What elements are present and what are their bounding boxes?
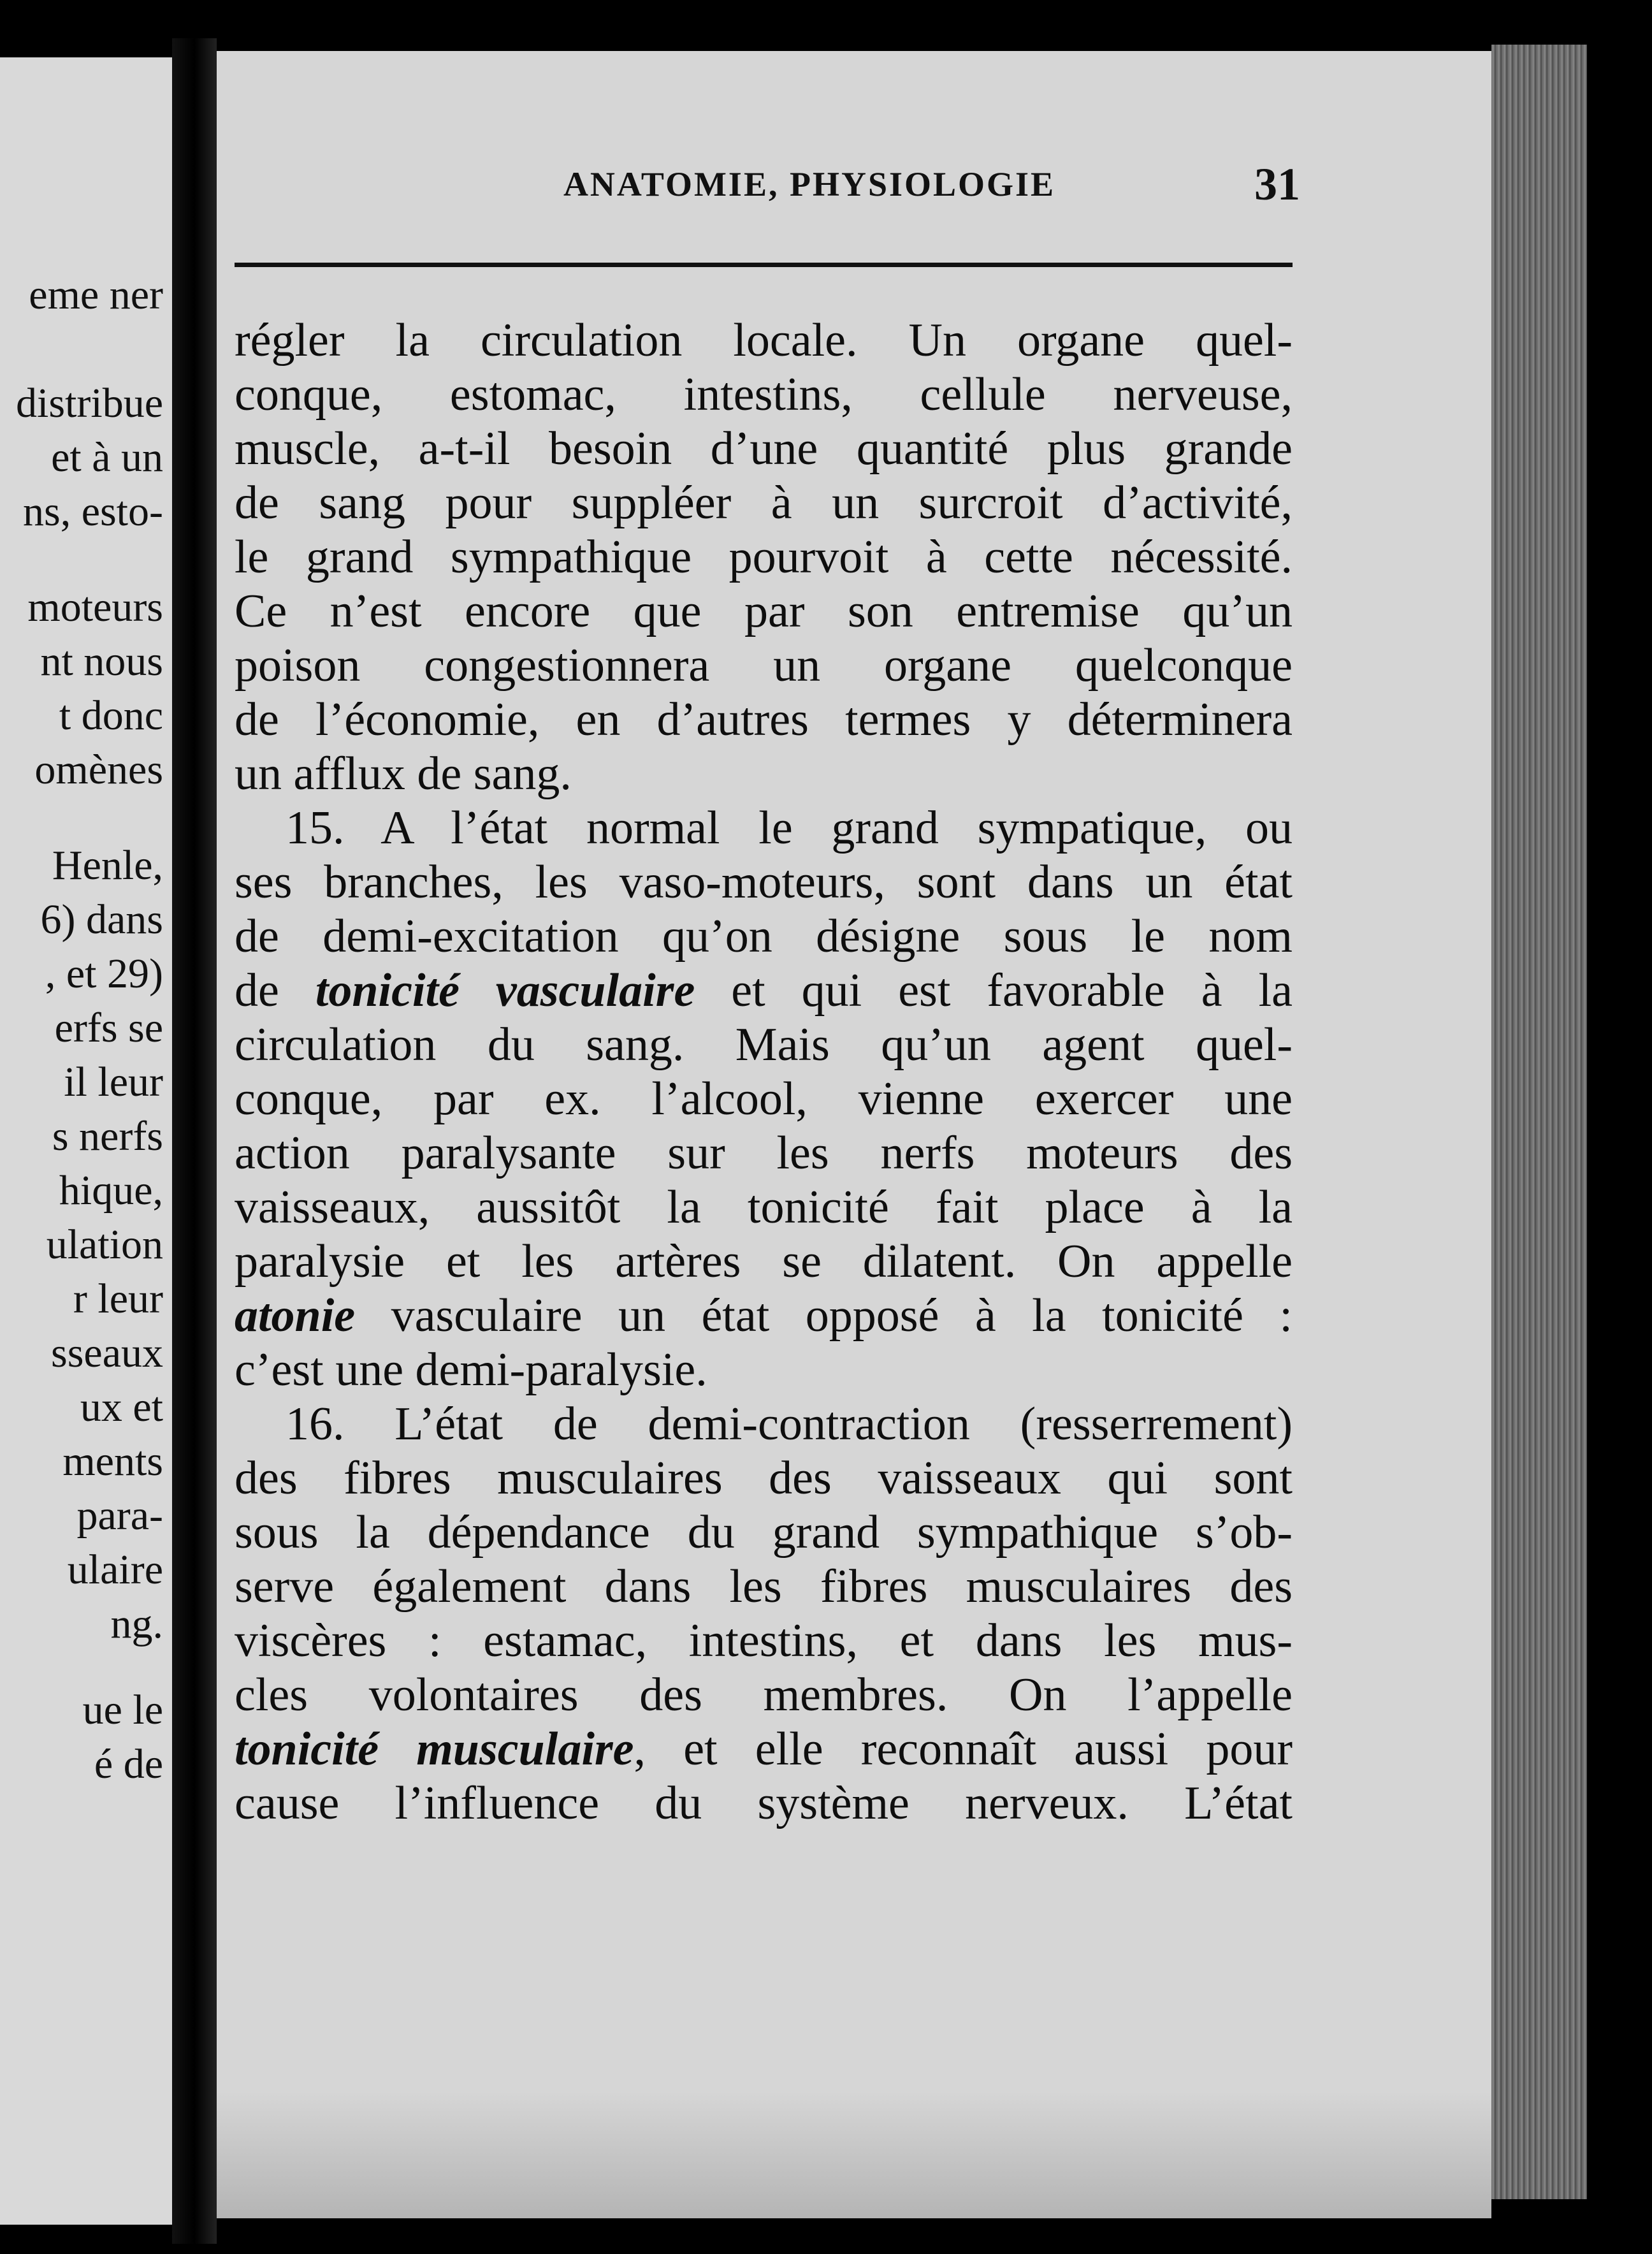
facing-page-line: erfs se <box>54 1005 163 1051</box>
facing-page-line: hique, <box>59 1167 163 1214</box>
text-line: paralysie et les artères se dilatent. On appelle <box>235 1235 1293 1288</box>
facing-page-line: ux et <box>80 1384 163 1430</box>
facing-page-line: eme ner <box>29 272 163 318</box>
facing-page-line: t donc <box>59 692 163 739</box>
text-line: de l’économie, en d’autres termes y déterminera <box>235 694 1293 746</box>
text-line: cles volontaires des membres. On l’appelle <box>235 1669 1293 1721</box>
text-line: régler la circulation locale. Un organe quel- <box>235 314 1293 367</box>
page-number: 31 <box>1254 159 1300 210</box>
facing-page-line: sseaux <box>51 1330 163 1376</box>
text-line: vaisseaux, aussitôt la tonicité fait place à la <box>235 1181 1293 1233</box>
text-segment: et qui est favorable à la <box>695 964 1293 1017</box>
facing-page-line: distribue <box>16 380 163 426</box>
facing-page-line: et à un <box>51 434 163 481</box>
text-line <box>235 1722 1293 1777</box>
facing-page-line: ns, esto- <box>23 488 163 535</box>
facing-page-line: s nerfs <box>52 1113 163 1160</box>
scan-border <box>1587 0 1652 2254</box>
text-segment: vasculaire un état opposé à la tonicité : <box>355 1290 1293 1342</box>
text-line: sous la dépendance du grand sympathique s’ob- <box>235 1506 1293 1559</box>
text-line: des fibres musculaires des vaisseaux qui sont <box>235 1452 1293 1504</box>
text-line: viscères : estamac, intestins, et dans les mus- <box>235 1615 1293 1667</box>
text-line: serve également dans les fibres musculaires des <box>235 1560 1293 1613</box>
text-line: un afflux de sang. <box>235 748 572 800</box>
text-line: action paralysante sur les nerfs moteurs des <box>235 1127 1293 1179</box>
facing-page-line: ulation <box>46 1221 163 1268</box>
text-line <box>235 1289 1293 1343</box>
page-edges <box>1491 45 1587 2199</box>
facing-page-fragment <box>0 57 172 2225</box>
text-line: circulation du sang. Mais qu’un agent quel- <box>235 1019 1293 1071</box>
facing-page-line: ments <box>62 1438 163 1485</box>
text-segment: de <box>235 964 315 1017</box>
italic-term: tonicité musculaire <box>235 1723 634 1775</box>
text-line: 15. A l’état normal le grand sympatique, ou <box>286 802 1293 854</box>
facing-page-line: r leur <box>73 1276 163 1322</box>
facing-page-line: nt nous <box>40 638 163 685</box>
text-line: Ce n’est encore que par son entremise qu’un <box>235 585 1293 637</box>
facing-page-line: omènes <box>34 746 163 793</box>
text-line: conque, estomac, intestins, cellule nerveuse, <box>235 368 1293 421</box>
text-line: cause l’influence du système nerveux. L’état <box>235 1777 1293 1829</box>
body-text <box>235 314 1293 1831</box>
facing-page-line: ue le <box>82 1687 163 1733</box>
text-segment: , et elle reconnaît aussi pour <box>634 1723 1293 1775</box>
facing-page-line: il leur <box>64 1059 163 1105</box>
facing-page-line: ng. <box>110 1601 163 1647</box>
text-line: de sang pour suppléer à un surcroit d’activité, <box>235 477 1293 529</box>
facing-page-line: , et 29) <box>45 950 163 997</box>
text-line <box>235 964 1293 1018</box>
text-line: conque, par ex. l’alcool, vienne exercer une <box>235 1073 1293 1125</box>
text-line: ses branches, les vaso-moteurs, sont dans un état <box>235 856 1293 908</box>
italic-term: tonicité vasculaire <box>315 964 695 1017</box>
book-gutter <box>172 38 217 2244</box>
text-line: de demi-excitation qu’on désigne sous le nom <box>235 910 1293 963</box>
italic-term: atonie <box>235 1290 356 1342</box>
text-line: c’est une demi-paralysie. <box>235 1344 707 1396</box>
facing-page-line: 6) dans <box>40 896 163 943</box>
book-page <box>217 51 1491 2218</box>
facing-page-line: moteurs <box>27 584 163 630</box>
running-head: ANATOMIE, PHYSIOLOGIE <box>563 165 1056 203</box>
facing-page-line: Henle, <box>52 842 163 889</box>
text-line: 16. L’état de demi-contraction (resserrement) <box>286 1398 1293 1450</box>
text-line: muscle, a-t-il besoin d’une quantité plus grande <box>235 423 1293 475</box>
facing-page-line: ulaire <box>67 1546 163 1593</box>
text-line: le grand sympathique pourvoit à cette nécessité. <box>235 531 1293 583</box>
page-shading <box>217 2091 1491 2218</box>
facing-page-line: para- <box>76 1492 163 1539</box>
header-rule <box>235 263 1293 267</box>
text-line: poison congestionnera un organe quelconque <box>235 639 1293 692</box>
facing-page-line: é de <box>94 1741 163 1787</box>
